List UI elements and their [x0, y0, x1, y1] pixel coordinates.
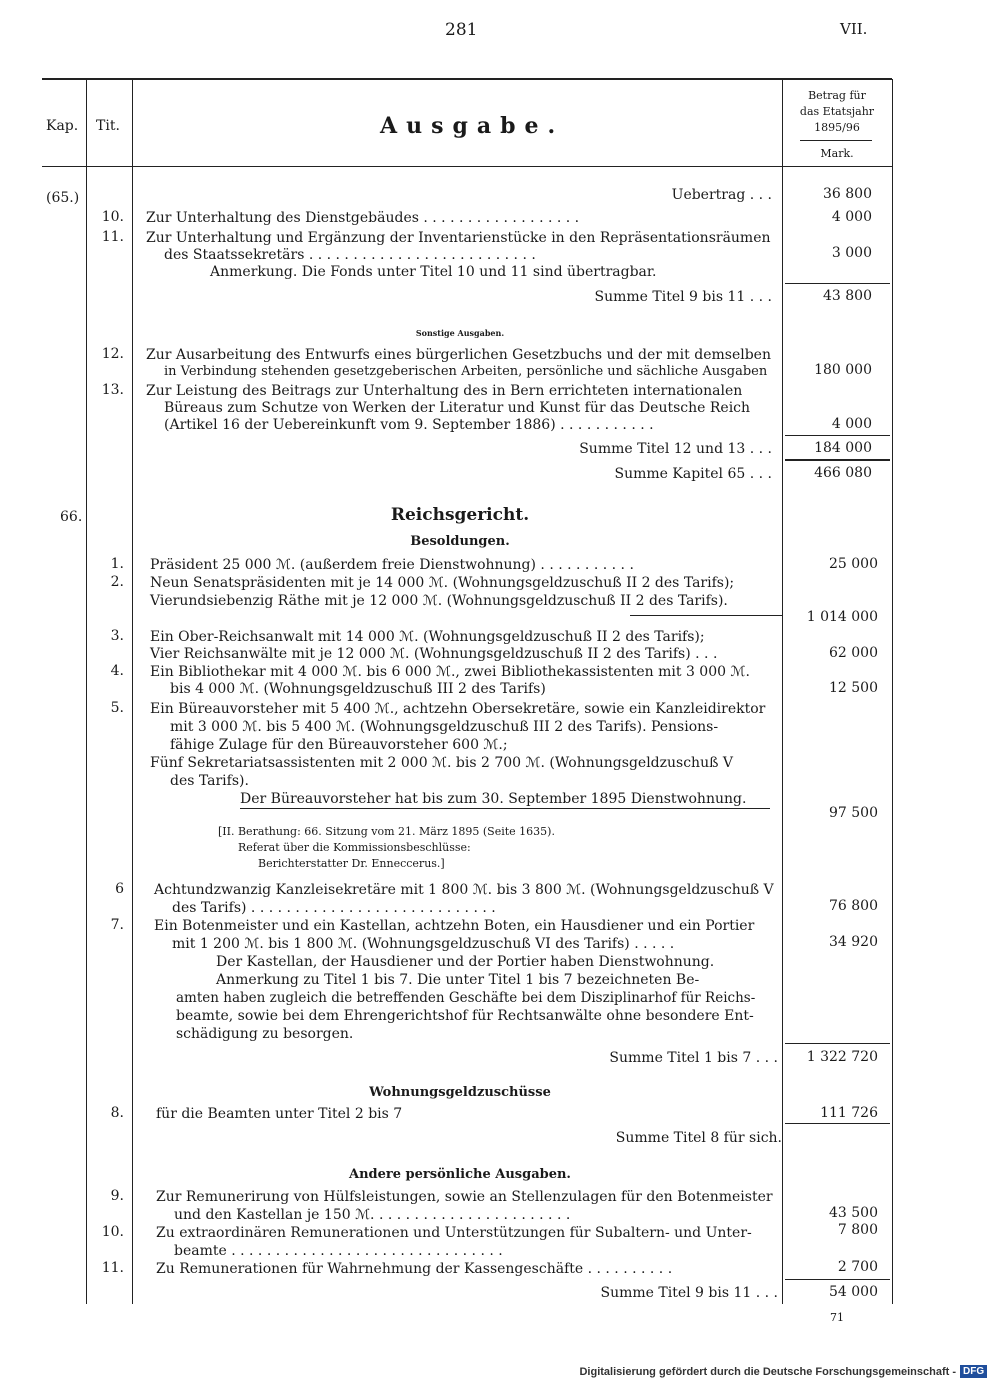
k66-t4-line2: bis 4 000 ℳ. (Wohnungsgeldzuschuß III 2 des Tarifs): [170, 681, 546, 697]
k66-t5-line5: des Tarifs).: [170, 773, 249, 789]
k66-sum-rule-1: [785, 1043, 890, 1044]
amount-column-divider-right: [892, 79, 893, 1304]
header-amount-line3: 1895/96: [814, 121, 860, 134]
k66-sum-rule-2: [785, 1123, 890, 1124]
k66-t9-num: 9.: [110, 1188, 124, 1204]
k66-t3-line1: Ein Ober-Reichsanwalt mit 14 000 ℳ. (Wohnungsgeldzuschuß II 2 des Tarifs);: [150, 629, 705, 645]
k65-t13-line1: Zur Leistung des Beitrags zur Unterhaltung des in Bern errichteten internationalen: [146, 383, 743, 399]
k66-t9-line2: und den Kastellan je 150 ℳ. . . . . . . . . . . . . . . . . . . . . . .: [174, 1207, 571, 1223]
k66-t4-num: 4.: [110, 663, 124, 679]
k66-t8-num: 8.: [110, 1105, 124, 1121]
k66-sum-1-7-label: Summe Titel 1 bis 7 . . .: [609, 1050, 778, 1066]
header-title: Ausgabe.: [380, 113, 565, 139]
k65-sum-12-13-label: Summe Titel 12 und 13 . . .: [579, 441, 772, 457]
k66-t3-num: 3.: [110, 628, 124, 644]
k66-t7-line3: Der Kastellan, der Hausdiener und der Portier haben Dienstwohnung.: [216, 954, 715, 970]
k65-t12-line2: in Verbindung stehenden gesetzgeberischen Arbeiten, persönliche und sächliche Ausgaben: [164, 364, 768, 379]
k65-t11-line1: Zur Unterhaltung und Ergänzung der Inventarienstücke in den Repräsentationsräumen: [146, 230, 771, 246]
k66-sum-1-7-amount: 1 322 720: [806, 1049, 878, 1065]
k66-t4-amount: 12 500: [829, 680, 878, 696]
k65-t12-line1: Zur Ausarbeitung des Entwurfs eines bürgerlichen Gesetzbuchs und der mit demselben: [146, 347, 771, 363]
tit-column-divider: [132, 79, 133, 1304]
k66-t2-line2: Vierundsiebenzig Räthe mit je 12 000 ℳ. (Wohnungsgeldzuschuß II 2 des Tarifs).: [150, 593, 728, 609]
k65-t13-num: 13.: [101, 382, 124, 398]
header-bottom-rule: [42, 166, 892, 167]
k66-t9-amount: 43 500: [829, 1205, 878, 1221]
k65-sum-rule-2: [785, 435, 890, 436]
k65-t11-line2: des Staatssekretärs . . . . . . . . . . . . . . . . . . . . . . . . . .: [164, 247, 536, 263]
kap65-label: (65.): [46, 190, 80, 206]
dfg-footer-text: Digitalisierung gefördert durch die Deutsche Forschungsgemeinschaft -: [579, 1366, 956, 1378]
k66-anmerkung-line2: amten haben zugleich die betreffenden Geschäfte bei dem Disziplinarhof für Reichs-: [176, 990, 756, 1006]
k66-sum-9-11-amount: 54 000: [829, 1284, 878, 1300]
k65-sum-rule-1: [785, 283, 890, 284]
k66-t5-line2: mit 3 000 ℳ. bis 5 400 ℳ. (Wohnungsgeldzuschuß III 2 des Tarifs). Pensions-: [170, 719, 719, 735]
k66-t7-line2: mit 1 200 ℳ. bis 1 800 ℳ. (Wohnungsgeldzuschuß VI des Tarifs) . . . . .: [172, 936, 675, 952]
kap-column-divider: [86, 79, 87, 1304]
sheet-number: 71: [830, 1311, 844, 1324]
k66-t11-text: Zu Remunerationen für Wahrnehmung der Kassengeschäfte . . . . . . . . . .: [156, 1261, 673, 1277]
header-amount-line1: Betrag für: [808, 89, 866, 102]
k66-t4-line1: Ein Bibliothekar mit 4 000 ℳ. bis 6 000 ℳ., zwei Bibliothekassistenten mit 3 000 ℳ.: [150, 664, 750, 680]
reichsgericht-heading: Reichsgericht.: [390, 505, 530, 525]
k66-t2-rule: [630, 615, 782, 616]
k66-t6-line1: Achtundzwanzig Kanzleisekretäre mit 1 800 ℳ. bis 3 800 ℳ. (Wohnungsgeldzuschuß V: [154, 882, 774, 898]
berathung-note-line1: [II. Berathung: 66. Sitzung vom 21. März 1895 (Seite 1635).: [218, 825, 555, 838]
k66-t11-amount: 2 700: [837, 1259, 878, 1275]
besoldungen-heading: Besoldungen.: [410, 534, 510, 549]
header-amount-unit: Mark.: [820, 147, 854, 160]
k66-t5-line1: Ein Büreauvorsteher mit 5 400 ℳ., achtzehn Obersekretäre, sowie ein Kanzleidirektor: [150, 701, 766, 717]
roman-numeral: VII.: [840, 20, 868, 38]
k65-t12-num: 12.: [101, 346, 124, 362]
k65-t12-amount: 180 000: [814, 362, 872, 378]
page-number: 281: [445, 20, 478, 40]
k65-t10-num: 10.: [101, 209, 124, 225]
k65-anmerkung: Anmerkung. Die Fonds unter Titel 10 und 11 sind übertragbar.: [210, 264, 657, 280]
header-tit: Tit.: [96, 118, 120, 134]
k66-t9-line1: Zur Remunerirung von Hülfsleistungen, sowie an Stellenzulagen für den Botenmeister: [156, 1189, 773, 1205]
k66-t5-line6: Der Büreauvorsteher hat bis zum 30. September 1895 Dienstwohnung.: [240, 791, 747, 807]
k66-t6-amount: 76 800: [829, 898, 878, 914]
k65-sum-rule-3: [785, 459, 890, 461]
k66-t10-amount: 7 800: [837, 1222, 878, 1238]
k66-t5-line3: fähige Zulage für den Büreauvorsteher 600 ℳ.;: [170, 737, 508, 753]
k66-t10-line2: beamte . . . . . . . . . . . . . . . . . . . . . . . . . . . . . . .: [174, 1243, 503, 1259]
k65-sum-12-13-amount: 184 000: [814, 440, 872, 456]
k65-t10-text: Zur Unterhaltung des Dienstgebäudes . . . . . . . . . . . . . . . . . .: [146, 210, 580, 226]
k66-t11-num: 11.: [101, 1260, 124, 1276]
k66-t2-num: 2.: [110, 574, 124, 590]
dfg-logo: DFG: [960, 1365, 987, 1378]
k66-t6-num: 6: [115, 881, 124, 897]
k66-t2-amount: 1 014 000: [806, 609, 878, 625]
berathung-note-line2: Referat über die Kommissionsbeschlüsse:: [238, 841, 471, 854]
k66-t8-text: für die Beamten unter Titel 2 bis 7: [156, 1106, 403, 1122]
k66-t10-line1: Zu extraordinären Remunerationen und Unterstützungen für Subaltern- und Unter-: [156, 1225, 752, 1241]
k66-anmerkung-line3: beamte, sowie bei dem Ehrengerichtshof für Rechtsanwälte ohne besondere Ent-: [176, 1008, 754, 1024]
k65-t13-line2: Büreaus zum Schutze von Werken der Literatur und Kunst für das Deutsche Reich: [164, 400, 751, 416]
k65-sum-9-11-label: Summe Titel 9 bis 11 . . .: [594, 289, 772, 305]
k66-t6-line2: des Tarifs) . . . . . . . . . . . . . . . . . . . . . . . . . . . .: [172, 900, 496, 916]
k65-t11-amount: 3 000: [831, 245, 872, 261]
k66-t5-amount: 97 500: [829, 805, 878, 821]
k66-t3-line2: Vier Reichsanwälte mit je 12 000 ℳ. (Wohnungsgeldzuschuß II 2 des Tarifs) . . .: [150, 646, 718, 662]
berathung-note-line3: Berichterstatter Dr. Enneccerus.]: [258, 857, 445, 870]
k66-t1-amount: 25 000: [829, 556, 878, 572]
k66-t7-num: 7.: [110, 917, 124, 933]
k66-t2-line1: Neun Senatspräsidenten mit je 14 000 ℳ. (Wohnungsgeldzuschuß II 2 des Tarifs);: [150, 575, 735, 591]
k66-sum-rule-3: [785, 1279, 890, 1280]
k65-sum-kapitel-label: Summe Kapitel 65 . . .: [614, 466, 772, 482]
k66-t1-num: 1.: [110, 556, 124, 572]
k66-anmerkung-line4: schädigung zu besorgen.: [176, 1026, 354, 1042]
k65-t10-amount: 4 000: [831, 209, 872, 225]
k66-sum-9-11-label: Summe Titel 9 bis 11 . . .: [600, 1285, 778, 1301]
andere-ausgaben-heading: Andere persönliche Ausgaben.: [349, 1167, 571, 1182]
k65-t13-amount: 4 000: [831, 416, 872, 432]
k66-t5-rule: [240, 808, 770, 809]
header-amount-rule: [800, 140, 872, 141]
kap66-label: 66.: [60, 509, 83, 525]
k66-sum-8-label: Summe Titel 8 für sich.: [615, 1130, 782, 1146]
k66-t10-num: 10.: [101, 1224, 124, 1240]
k65-t11-num: 11.: [101, 229, 124, 245]
k65-sum-kapitel-amount: 466 080: [814, 465, 872, 481]
uebertrag-label: Uebertrag . . .: [671, 187, 772, 203]
uebertrag-amount: 36 800: [823, 186, 872, 202]
k66-t3-amount: 62 000: [829, 645, 878, 661]
wohnungsgeldzuschuesse-heading: Wohnungsgeldzuschüsse: [369, 1085, 551, 1100]
top-rule: [42, 78, 892, 80]
sonstige-ausgaben-heading: Sonstige Ausgaben.: [415, 328, 505, 338]
header-amount-line2: das Etatsjahr: [799, 105, 875, 118]
k66-t8-amount: 111 726: [820, 1105, 878, 1121]
k65-t13-line3: (Artikel 16 der Uebereinkunft vom 9. September 1886) . . . . . . . . . . .: [164, 417, 654, 433]
k65-sum-9-11-amount: 43 800: [823, 288, 872, 304]
k66-t1-text: Präsident 25 000 ℳ. (außerdem freie Dienstwohnung) . . . . . . . . . . .: [150, 557, 634, 573]
k66-t5-line4: Fünf Sekretariatsassistenten mit 2 000 ℳ. bis 2 700 ℳ. (Wohnungsgeldzuschuß V: [150, 755, 733, 771]
header-kap: Kap.: [46, 118, 79, 134]
k66-t5-num: 5.: [110, 700, 124, 716]
k66-t7-amount: 34 920: [829, 934, 878, 950]
k66-anmerkung-line1: Anmerkung zu Titel 1 bis 7. Die unter Titel 1 bis 7 bezeichneten Be-: [216, 972, 700, 988]
k66-t7-line1: Ein Botenmeister und ein Kastellan, achtzehn Boten, ein Hausdiener und ein Portier: [154, 918, 755, 934]
